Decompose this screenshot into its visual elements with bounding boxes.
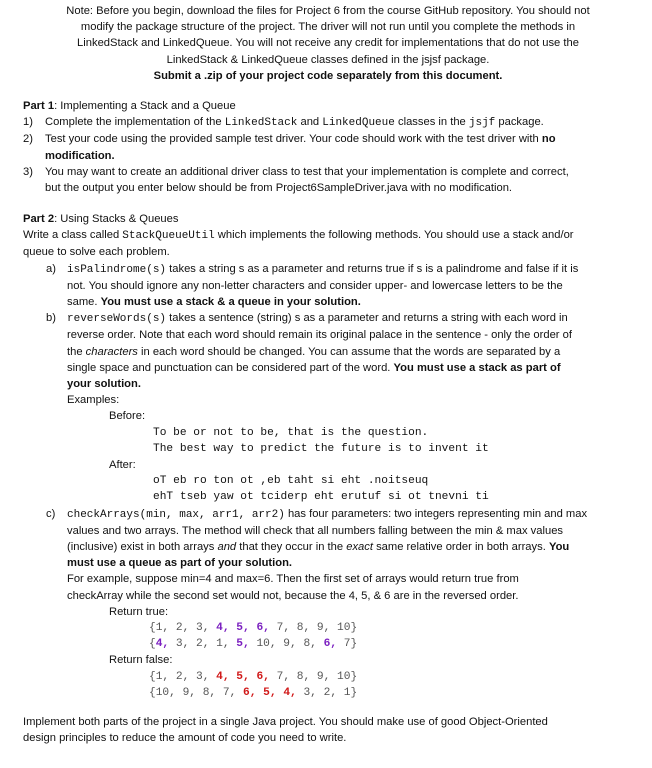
- array-text: 7, 8, 9, 10}: [269, 670, 358, 683]
- method-reversewords: b) reverseWords(s) takes a sentence (string) s as a parameter and returns a string with each word in reverse order. Note that each word should remain its original palace in the sentence - only the order of the characters in each word should be changed. You can assume that the words are separated by a single space and punctuation can be considered part of the word. You must use a stack as part of your solution. Examples:: [23, 310, 623, 408]
- highlighted-number: 6,: [323, 638, 338, 651]
- part1-item: 1) Complete the implementation of the LinkedStack and LinkedQueue classes in the jsjf package.: [23, 116, 544, 130]
- highlighted-number: 6,: [243, 686, 257, 699]
- highlighted-number: 5,: [263, 686, 277, 699]
- part1-item: 3) You may want to create an additional driver class to test that your implementation is complete and correct, but the output you enter below should be from Project6SampleDriver.java with no modification.: [23, 165, 569, 195]
- before-label: Before:: [109, 410, 146, 423]
- array-text: {10, 9, 8, 7,: [149, 686, 243, 699]
- highlighted-number: 5,: [236, 622, 250, 635]
- array-text: {1, 2, 3,: [149, 670, 217, 683]
- code-line: To be or not to be, that is the question.: [153, 426, 429, 439]
- highlighted-number: 6,: [256, 670, 270, 683]
- code-line: oT eb ro ton ot ,eb taht si eht .noitseuq: [153, 475, 429, 488]
- code-line: The best way to predict the future is to invent it: [153, 442, 489, 455]
- part2-section: [23, 211, 623, 701]
- note-line: LinkedStack and LinkedQueue. You will not receive any credit for implementations that do not use the: [77, 37, 579, 50]
- array-text: 3, 2, 1,: [169, 638, 237, 651]
- part1-section: [23, 98, 623, 196]
- array-text: 3, 2, 1}: [296, 686, 358, 699]
- highlighted-number: 5,: [236, 670, 250, 683]
- return-false-label: Return false:: [109, 654, 173, 667]
- closing-paragraph: [23, 714, 623, 746]
- highlighted-number: 4,: [283, 686, 297, 699]
- array-text: {1, 2, 3,: [149, 622, 217, 635]
- highlighted-number: 5,: [236, 638, 250, 651]
- note-line: LinkedStack & LinkedQueue classes defined in the jsjsf package.: [166, 53, 490, 66]
- code-line: ehT tseb yaw ot tciderp eht erutuf si ot tnevni ti: [153, 491, 489, 504]
- return-true-label: Return true:: [109, 605, 169, 618]
- closing-line: design principles to reduce the amount of code you need to write.: [23, 732, 347, 745]
- part1-heading: Part 1: Implementing a Stack and a Queue: [23, 100, 236, 112]
- method-checkarrays: c) checkArrays(min, max, arr1, arr2) has four parameters: two integers representing min and max values and two arrays. The method will check that all numbers falling between the min & max values (inclusive) exist in both arrays and that they occur in the exact same relative order in both arrays. You must use a queue as part of your solution. For example, suppose min=4 and max=6. Then the first set of arrays would return true from checkArray while the second set would not, because the 4, 5, & 6 are in the reversed order.: [46, 507, 588, 602]
- part2-heading: Part 2: Using Stacks & Queues: [23, 213, 179, 225]
- examples-label: Examples:: [67, 394, 120, 407]
- closing-line: Implement both parts of the project in a single Java project. You should make use of good Object-Oriented: [23, 716, 548, 728]
- highlighted-number: 4,: [216, 622, 230, 635]
- array-line: [23, 620, 623, 636]
- submit-instruction: Submit a .zip of your project code separately from this document.: [153, 69, 503, 82]
- part1-item: 2) Test your code using the provided sample test driver. Your code should work with the test driver with no modification.: [23, 133, 556, 162]
- array-line: [23, 685, 623, 701]
- highlighted-number: 4,: [216, 670, 230, 683]
- array-line: [23, 636, 623, 652]
- after-label: After:: [109, 459, 136, 472]
- note-line: Note: Before you begin, download the files for Project 6 from the course GitHub repository. You should not: [66, 5, 590, 17]
- array-text: 7}: [337, 638, 358, 651]
- array-text: 7, 8, 9, 10}: [269, 622, 358, 635]
- part2-intro: Write a class called StackQueueUtil which implements the following methods. You should use a stack and/or: [23, 229, 574, 243]
- part2-intro: queue to solve each problem.: [23, 246, 170, 259]
- highlighted-number: 6,: [256, 622, 270, 635]
- array-text: 10, 9, 8,: [249, 638, 324, 651]
- highlighted-number: 4,: [155, 638, 170, 651]
- array-text: {: [149, 638, 156, 651]
- note-block: [28, 3, 628, 84]
- note-line: modify the package structure of the project. The driver will not run until you complete the methods in: [80, 21, 576, 34]
- method-ispalindrome: a) isPalindrome(s) takes a string s as a parameter and returns true if s is a palindrome and false if it is not. You should ignore any non-letter characters and consider upper- and lowercase letters to be the same. You must use a stack & a queue in your solution.: [46, 262, 579, 309]
- array-line: [23, 669, 623, 685]
